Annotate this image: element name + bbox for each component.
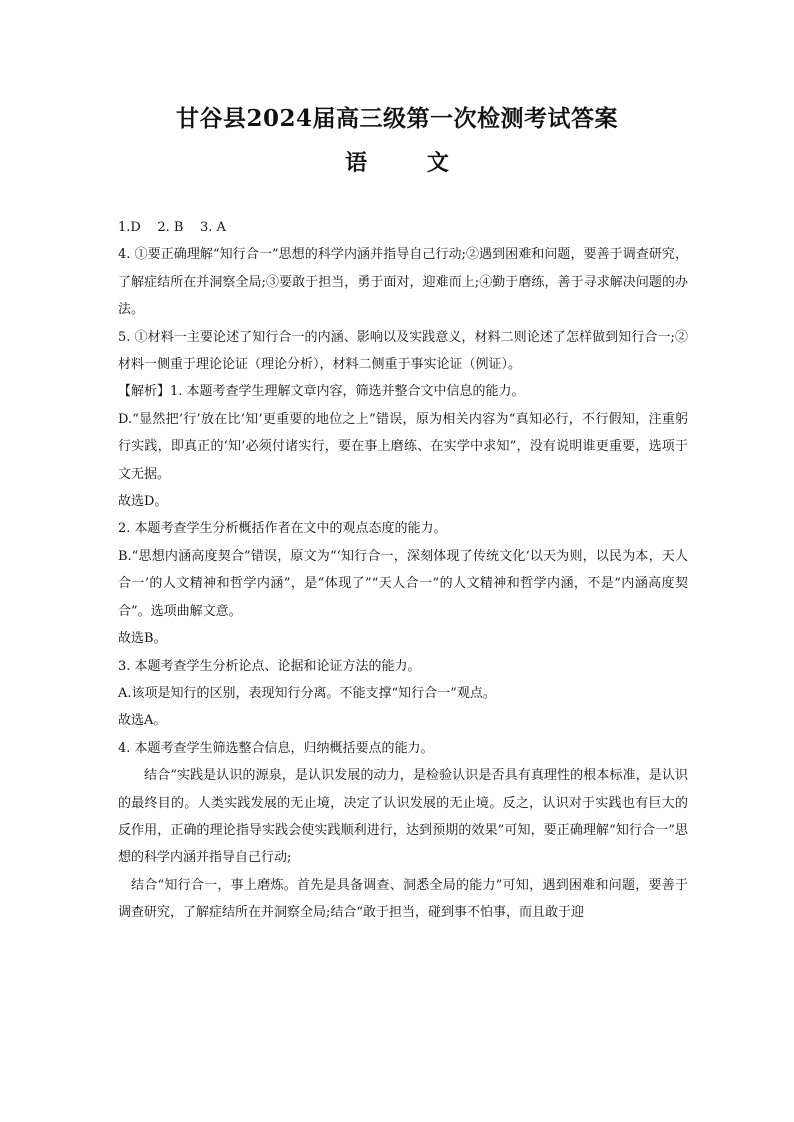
analysis-q2-heading: 2. 本题考查学生分析概括作者在文中的观点态度的能力。 [118,521,447,537]
answer-line-mc: 1.D 2. B 3. A [118,220,226,235]
analysis-q3-detail: A.该项是知行的区别，表现知行分离。不能支撑“知行合一”观点。 [118,685,496,701]
analysis-q4-heading: 4. 本题考查学生筛选整合信息，归纳概括要点的能力。 [118,740,434,756]
analysis-q3-heading: 3. 本题考查学生分析论点、论据和论证方法的能力。 [118,658,421,674]
answer-q5: 5. ①材料一主要论述了知行合一的内涵、影响以及实践意义，材料二则论述了怎样做到知行合一;②材料一侧重于理论论证（理论分析），材料二侧重于事实论证（例证）。 [118,329,688,373]
analysis-q2-choice: 故选B。 [118,631,167,647]
analysis-q2-detail: B.“思想内涵高度契合”错误，原文为“‘知行合一，深刻体现了传统文化‘以天为则，以民为本，天人合一’的人文精神和哲学内涵”，是“体现了”“天人合一”的人文精神和哲学内涵，不是“内涵高度契合”。选项曲解文意。 [118,548,688,619]
answer-body [118,214,688,927]
document-title: 甘谷县2024届高三级第一次检测考试答案 [175,105,618,132]
analysis-q3-choice: 故选A。 [118,713,167,729]
analysis-q1-detail: D.“显然把‘行’放在比‘知’更重要的地位之上”错误，原为相关内容为“真知必行，不行假知，注重躬行实践，即真正的‘知’必须付诸实行，要在事上磨练、在实学中求知”，没有说明谁更重要，选项于文无据。 [118,411,688,482]
answer-q4: 4. ①要正确理解“知行合一”思想的科学内涵并指导自己行动;②遇到困难和问题，要善于调查研究，了解症结所在并洞察全局;③要敢于担当，勇于面对，迎难而上;④勤于磨练，善于寻求解决问题的办法。 [118,247,688,318]
analysis-q4-point-2: 结合“知行合一，事上磨炼。首先是具备调查、洞悉全局的能力”可知，遇到困难和问题，要善于调查研究，了解症结所在并洞察全局;结合“敢于担当，碰到事不怕事，而且敢于迎 [118,877,688,921]
analysis-q1-heading: 【解析】1. 本题考查学生理解文章内容，筛选并整合文中信息的能力。 [118,384,525,400]
subject-heading: 语 文 [345,150,475,176]
analysis-q4-point-1: 结合“实践是认识的源泉，是认识发展的动力，是检验认识是否具有真理性的根本标准，是认识的最终目的。人类实践发展的无止境，决定了认识发展的无止境。反之，认识对于实践也有巨大的反作用，正确的理论指导实践会使实践顺利进行，达到预期的效果”可知，要正确理解“知行合一”思想的科学内涵并指导自己行动; [118,768,688,866]
analysis-q1-choice: 故选D。 [118,494,168,510]
